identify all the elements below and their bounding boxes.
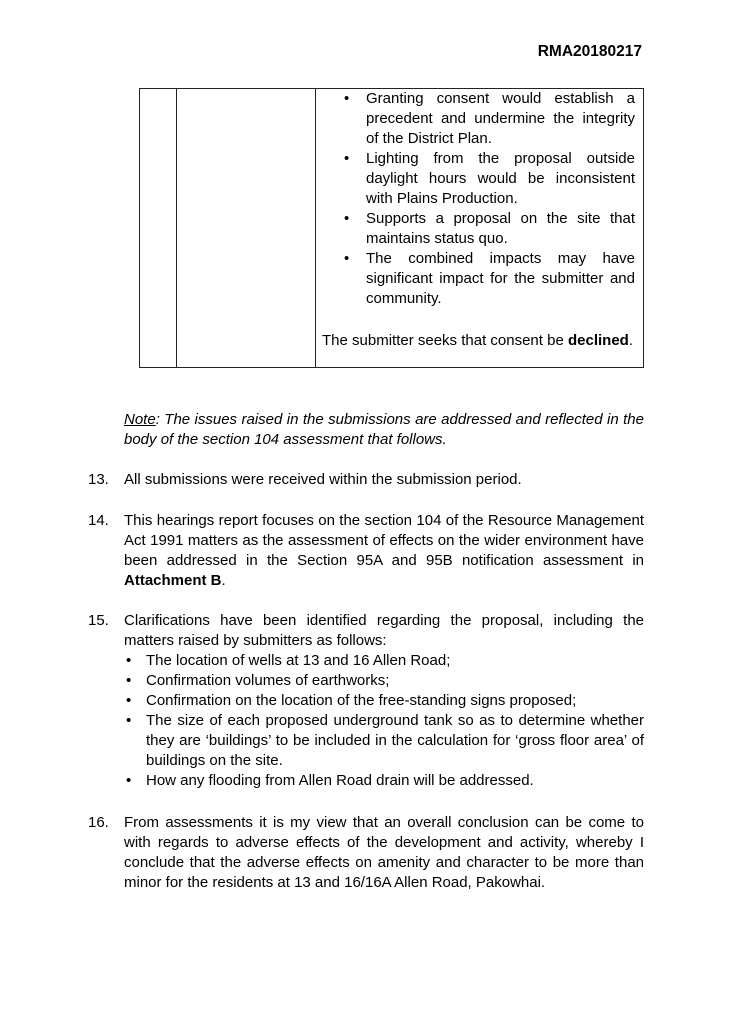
paragraph-text: All submissions were received within the submission period. <box>124 471 522 488</box>
table-cell-number <box>140 89 177 368</box>
seek-decision: declined <box>567 332 629 349</box>
paragraph-end: . <box>221 572 226 589</box>
list-item: • Granting consent would establish a precedent and undermine the integrity of the District Plan. <box>322 89 635 149</box>
table-row <box>140 89 644 368</box>
list-item: • Lighting from the proposal outside daylight hours would be inconsistent with Plains Production. <box>322 149 635 209</box>
paragraph-text: From assessments it is my view that an overall conclusion can be come to with regards to adverse effects of the development and activity, whereby I conclude that the adverse effects on amenity and character to be more than minor for the residents at 13 and 16/16A Allen Road, Pakowhai. <box>124 814 644 891</box>
paragraph-body: This hearings report focuses on the section 104 of the Resource Management Act 1991 matters as the assessment of effects on the wider environment have been addressed in the Section 95A and 95B notification assessment in <box>124 512 644 569</box>
paragraph-text: Clarifications have been identified regarding the proposal, including the matters raised by submitters as follows: <box>124 612 644 649</box>
issues-list <box>322 89 635 309</box>
list-item: • The combined impacts may have significant impact for the submitter and community. <box>322 249 635 309</box>
paragraph-16 <box>88 813 644 893</box>
seek-end: . <box>628 332 633 349</box>
document-reference: RMA20180217 <box>537 43 642 60</box>
paragraph-number: 13. <box>88 471 109 488</box>
note-label: Note <box>124 411 156 428</box>
paragraph-number: 15. <box>88 612 109 629</box>
table-cell-issues <box>316 89 644 368</box>
paragraph-text <box>124 511 644 591</box>
paragraph-13 <box>88 470 644 490</box>
paragraph-number: 16. <box>88 814 109 831</box>
submission-table <box>139 88 644 368</box>
list-item: • How any flooding from Allen Road drain will be addressed. <box>124 771 644 791</box>
clarifications-list <box>124 651 644 791</box>
attachment-reference: Attachment B <box>124 572 222 589</box>
paragraph-15 <box>88 611 644 791</box>
paragraph-14 <box>88 511 644 591</box>
list-item: • Supports a proposal on the site that maintains status quo. <box>322 209 635 249</box>
note-paragraph <box>124 410 644 450</box>
list-item: • The location of wells at 13 and 16 Allen Road; <box>124 651 644 671</box>
list-item: • Confirmation volumes of earthworks; <box>124 671 644 691</box>
table-cell-submitter <box>177 89 316 368</box>
list-item: • Confirmation on the location of the free-standing signs proposed; <box>124 691 644 711</box>
submitter-seeks <box>322 331 635 351</box>
note-text: : The issues raised in the submissions are addressed and reflected in the body of the section 104 assessment that follows. <box>124 411 644 448</box>
list-item: • The size of each proposed underground tank so as to determine whether they are ‘buildings’ to be included in the calculation for ‘gross floor area’ of buildings on the site. <box>124 711 644 771</box>
paragraph-number: 14. <box>88 512 109 529</box>
seek-text: The submitter seeks that consent be <box>322 332 564 349</box>
